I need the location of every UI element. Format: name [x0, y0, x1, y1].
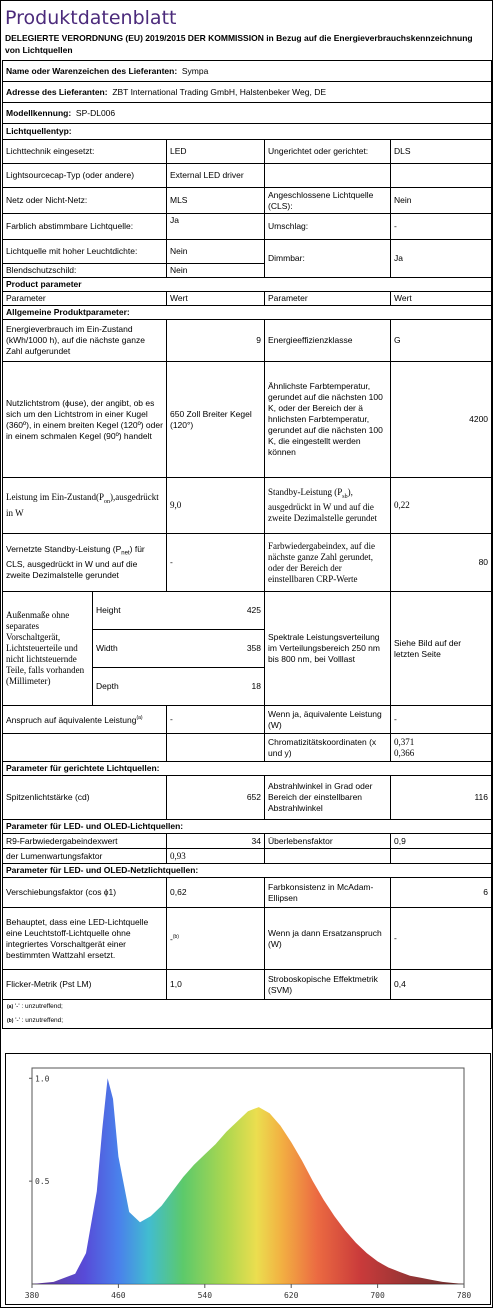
directional-value: DLS [391, 140, 492, 164]
networked-standby-value: - [167, 534, 265, 592]
footnote-text: '-' : unzutreffend; [14, 1003, 63, 1010]
standby-label-text: Standby-Leistung (P [268, 486, 343, 497]
cct-label: Ähnlichste Farbtemperatur, gerundet auf die nächsten 100 K, oder der Bereich der ä hnlichsten Farbtemperatur, gerundet auf die nächsten 100 K, die eingestellt werden können [265, 362, 391, 478]
cap-value: External LED driver [167, 164, 265, 188]
mains-value: MLS [167, 188, 265, 214]
params-table [2, 705, 492, 1029]
directional-label: Ungerichtet oder gerichtet: [265, 140, 391, 164]
y-tick-label: 1.0 [35, 1074, 50, 1084]
antiglare-label: Blendschutzschild: [3, 264, 167, 278]
x-tick-label: 380 [24, 1291, 40, 1300]
width-cell [93, 630, 265, 668]
empty-cell [167, 734, 265, 762]
cri-value: 80 [391, 534, 492, 592]
power-on-label-text: Leistung im Ein-Zustand(P [6, 492, 104, 503]
height-cell [93, 592, 265, 630]
power-on-label-text: ),ausgedrückt in W [6, 492, 159, 518]
replacement-label: Wenn ja dann Ersatzanspruch (W) [265, 908, 391, 970]
networked-label-text: Vernetzte Standby-Leistung (P [6, 543, 122, 554]
empty-cell [265, 849, 391, 864]
model-value: SP-DL006 [75, 107, 116, 118]
footnote-mark: (a) [7, 1004, 14, 1010]
col-value-header: Wert [167, 292, 265, 306]
networked-subscript: net [121, 550, 130, 557]
model-row [3, 103, 492, 124]
footnote-b [3, 1014, 491, 1028]
footnote-a [3, 1000, 491, 1014]
depth-value: 18 [251, 681, 262, 691]
model-label: Modellkennung: [6, 107, 72, 118]
power-on-label [3, 478, 167, 534]
cri-label: Farbwiedergabeindex, auf die nächste ganze Zahl gerundet, oder der Bereich der einstellbaren CRP-Werte [265, 534, 391, 592]
high-luminance-value: Nein [167, 240, 265, 264]
cls-label: Angeschlossene Lichtquelle (CLS): [265, 188, 391, 214]
tech-value: LED [167, 140, 265, 164]
x-tick-label: 620 [283, 1291, 299, 1300]
svm-value: 0,4 [391, 970, 492, 1000]
general-header: Allgemeine Produktparameter: [3, 306, 492, 320]
empty-cell [391, 164, 492, 188]
claim-footnote-mark: (b) [172, 934, 179, 941]
networked-standby-label [3, 534, 167, 592]
tunable-value: Ja [167, 214, 265, 240]
x-tick-label: 700 [370, 1291, 385, 1300]
claim-value-text: - [170, 933, 173, 944]
empty-cell [391, 849, 492, 864]
tunable-label: Farblich abstimmbare Lichtquelle: [3, 214, 167, 240]
width-value: 358 [246, 643, 262, 653]
beam-angle-label: Abstrahlwinkel in Grad oder Bereich der einstellbaren Abstrahlwinkel [265, 776, 391, 820]
supplier-address-value: ZBT International Trading GmbH, Halstenbeker Weg, DE [112, 86, 327, 97]
envelope-value: - [391, 214, 492, 240]
equiv-label-text: Anspruch auf äquivalente Leistung [6, 714, 137, 725]
peak-intensity-label: Spitzenlichtstärke (cd) [3, 776, 167, 820]
product-param-header: Product parameter [3, 278, 492, 292]
claim-label: Behauptet, dass eine LED-Lichtquelle eine Leuchtstoff-Lichtquelle ohne integriertes Vorschaltgerät einer bestimmten Wattzahl ersetzt. [3, 908, 167, 970]
replacement-value: - [391, 908, 492, 970]
displacement-value: 0,62 [167, 878, 265, 908]
depth-cell [93, 668, 265, 706]
networked-label-text: ) für CLS, ausgedrückt in W und auf die zweite Dezimalstelle gerundet [6, 543, 145, 581]
color-consistency-value: 6 [391, 878, 492, 908]
svm-label: Stroboskopische Effektmetrik (SVM) [265, 970, 391, 1000]
supplier-address-row [3, 82, 492, 103]
power-on-value: 9,0 [167, 478, 265, 534]
chroma-label: Chromatizitätskoordinaten (x und y) [265, 734, 391, 762]
x-tick-label: 460 [111, 1291, 126, 1300]
spectrum-svg [6, 1054, 490, 1304]
width-label: Width [96, 643, 118, 653]
cls-value: Nein [391, 188, 492, 214]
equiv-value: - [167, 706, 265, 734]
supplier-name-label: Name oder Warenzeichen des Lieferanten: [6, 65, 178, 76]
peak-intensity-value: 652 [167, 776, 265, 820]
mains-label: Netz oder Nicht-Netz: [3, 188, 167, 214]
survival-label: Überlebensfaktor [265, 834, 391, 849]
equiv-label [3, 706, 167, 734]
flux-value: 650 Zoll Breiter Kegel (120°) [167, 362, 265, 478]
empty-cell [265, 164, 391, 188]
spd-value: Siehe Bild auf der letzten Seite [391, 592, 492, 706]
footnote-mark: (b) [7, 1018, 14, 1024]
lumen-maintenance-value: 0,93 [167, 849, 265, 864]
cap-label: Lightsourcecap-Typ (oder andere) [3, 164, 167, 188]
color-consistency-label: Farbkonsistenz in McAdam-Ellipsen [265, 878, 391, 908]
lumen-maintenance-label: der Lumenwartungsfaktor [3, 849, 167, 864]
page-title: Produktdatenblatt [5, 7, 177, 29]
standby-value: 0,22 [391, 478, 492, 534]
dimmable-label: Dimmbar: [265, 240, 391, 278]
led-header: Parameter für LED- und OLED-Lichtquellen: [3, 820, 492, 834]
chroma-x: 0,371 [394, 736, 415, 747]
col-value-header: Wert [391, 292, 492, 306]
equiv-footnote-mark: (a) [136, 715, 143, 722]
consumption-value: 9 [167, 320, 265, 362]
high-luminance-label: Lichtquelle mit hoher Leuchtdichte: [3, 240, 167, 264]
supplier-address-label: Adresse des Lieferanten: [6, 86, 108, 97]
x-tick-label: 540 [197, 1291, 213, 1300]
supplier-table [2, 60, 492, 592]
y-tick-label: 0.5 [35, 1177, 50, 1187]
dimensions-label: Außenmaße ohne separates Vorschaltgerät, Lichtsteuerteile und nicht lichtsteuernde Teile, falls vorhanden (Millimeter) [3, 592, 93, 706]
consumption-label: Energieverbrauch im Ein-Zustand (kWh/1000 h), auf die nächste ganze Zahl aufgerundet [3, 320, 167, 362]
lighttype-header: Lichtquellentyp: [3, 124, 492, 140]
col-param-header: Parameter [3, 292, 167, 306]
dimmable-value: Ja [391, 240, 492, 278]
flux-label: Nutzlichtstrom (ϕuse), der angibt, ob es sich um den Lichtstrom in einer Kugel (360º), in einem breiten Kegel (120º) oder in einem schmalen Kegel (90º) handelt [3, 362, 167, 478]
claim-value [167, 908, 265, 970]
equiv-power-value: - [391, 706, 492, 734]
flicker-label: Flicker-Metrik (Pst LM) [3, 970, 167, 1000]
antiglare-value: Nein [167, 264, 265, 278]
spd-label: Spektrale Leistungsverteilung im Verteilungsbereich 250 nm bis 800 nm, bei Volllast [265, 592, 391, 706]
beam-angle-value: 116 [391, 776, 492, 820]
height-label: Height [96, 605, 121, 615]
energy-class-label: Energieeffizienzklasse [265, 320, 391, 362]
r9-value: 34 [167, 834, 265, 849]
col-param-header: Parameter [265, 292, 391, 306]
tech-label: Lichttechnik eingesetzt: [3, 140, 167, 164]
envelope-label: Umschlag: [265, 214, 391, 240]
chroma-y: 0,366 [394, 747, 415, 758]
standby-subscript: sb [342, 493, 348, 500]
height-value: 425 [246, 605, 262, 615]
spectrum-chart [5, 1053, 491, 1305]
standby-label [265, 478, 391, 534]
equiv-power-label: Wenn ja, äquivalente Leistung (W) [265, 706, 391, 734]
x-tick-label: 780 [456, 1291, 472, 1300]
flicker-value: 1,0 [167, 970, 265, 1000]
empty-cell [3, 734, 167, 762]
footnote-text: '-' : unzutreffend; [15, 1017, 64, 1024]
regulation-subtitle: DELEGIERTE VERORDNUNG (EU) 2019/2015 DER KOMMISSION in Bezug auf die Energieverbrauchskennzeichnung von Lichtquellen [5, 33, 473, 55]
supplier-name-row [3, 61, 492, 82]
dimensions-table [2, 591, 492, 706]
displacement-label: Verschiebungsfaktor (cos ϕ1) [3, 878, 167, 908]
plot-area [25, 1068, 472, 1300]
mains-header: Parameter für LED- und OLED-Netzlichtquellen: [3, 864, 492, 878]
cct-value: 4200 [391, 362, 492, 478]
supplier-name-value: Sympa [181, 65, 209, 76]
energy-class-value: G [391, 320, 492, 362]
survival-value: 0,9 [391, 834, 492, 849]
chroma-value [391, 734, 492, 762]
directional-header: Parameter für gerichtete Lichtquellen: [3, 762, 492, 776]
footnotes [3, 1000, 492, 1029]
standby-label-text: ), ausgedrückt in W und auf die zweite Dezimalstelle gerundet [268, 486, 377, 524]
r9-label: R9-Farbwiedergabeindexwert [3, 834, 167, 849]
depth-label: Depth [96, 681, 119, 691]
power-on-subscript: on [104, 498, 110, 505]
